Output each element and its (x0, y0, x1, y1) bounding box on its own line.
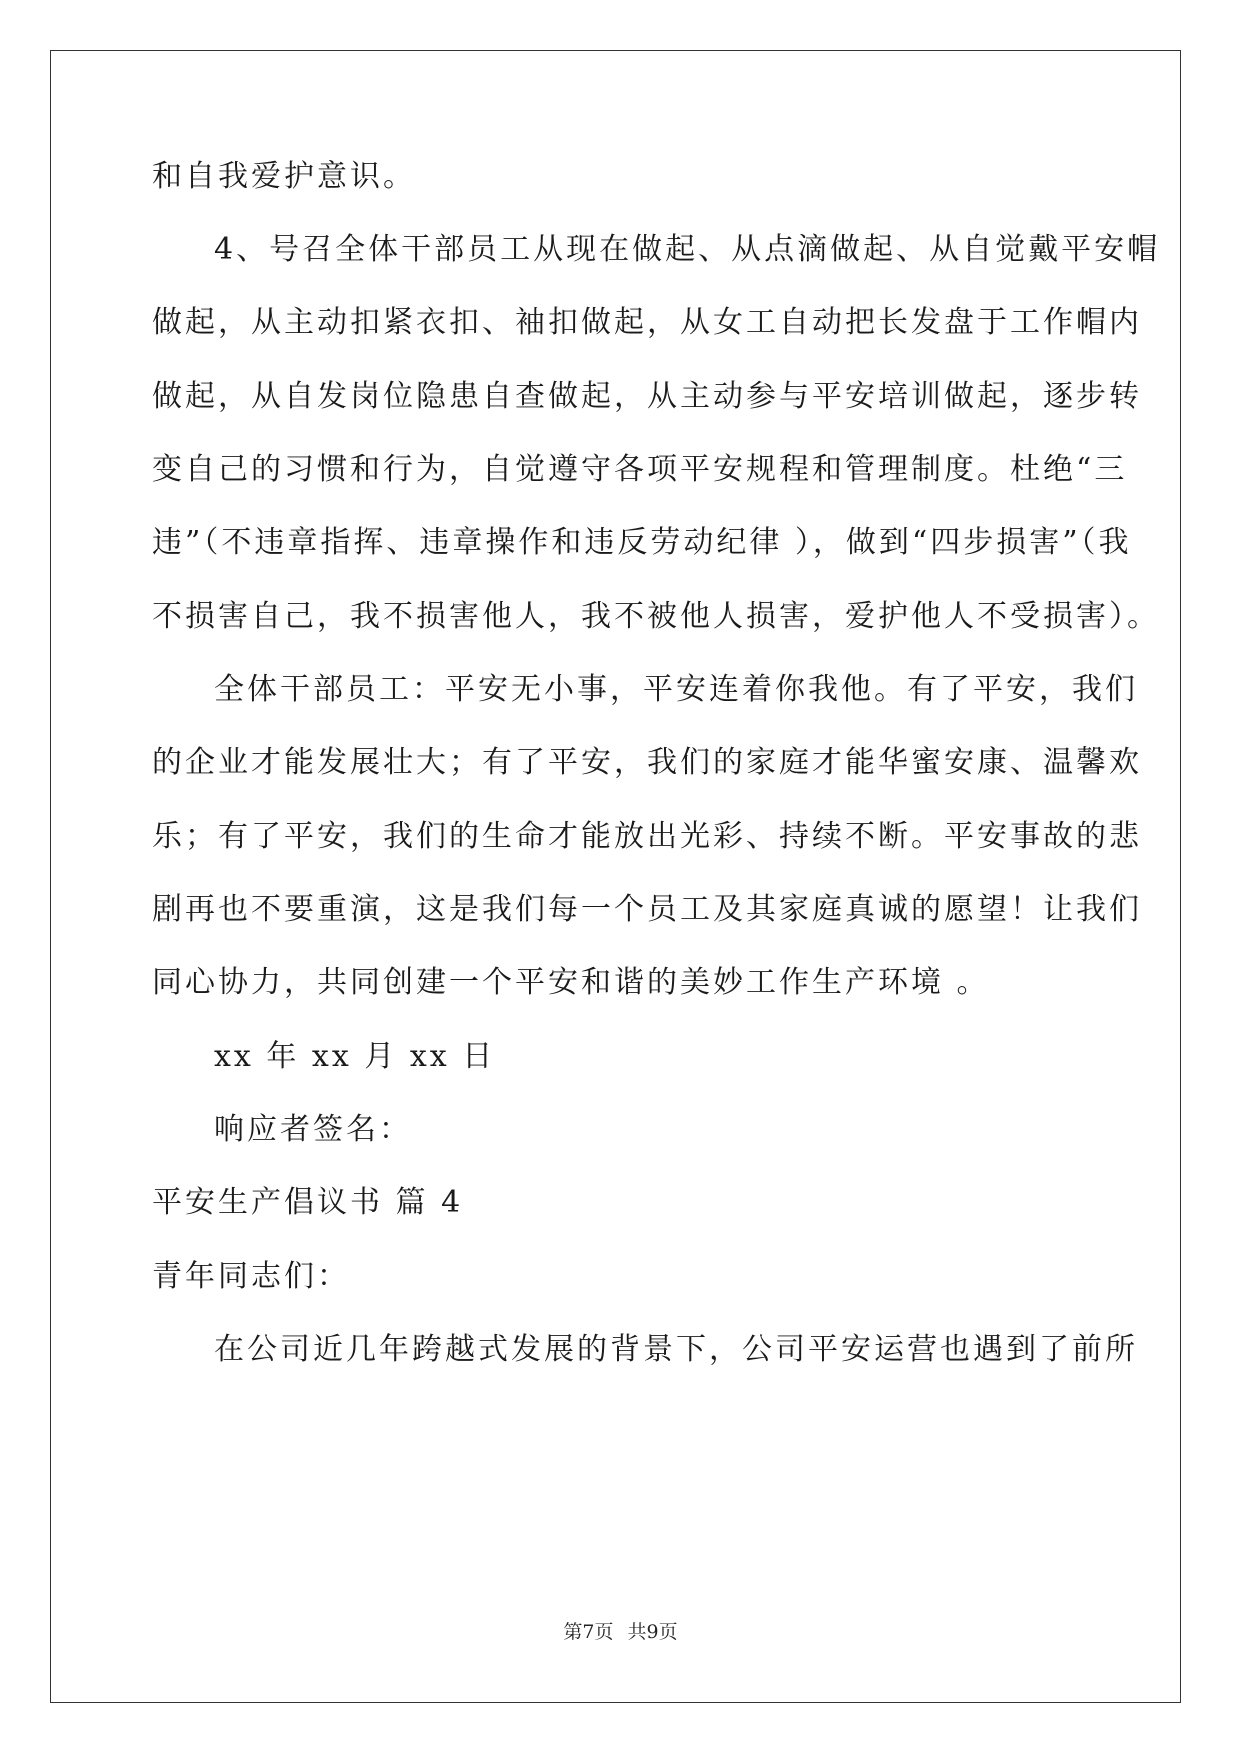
text-line: 同心协力，共同创建一个平安和谐的美妙工作生产环境 。 (152, 965, 990, 1000)
text-line: 做起，从主动扣紧衣扣、袖扣做起，从女工自动把长发盘于工作帽内 (152, 305, 1142, 340)
date-line: xx 年 xx 月 xx 日 (214, 1039, 496, 1074)
text-line: 在公司近几年跨越式发展的背景下，公司平安运营也遇到了前所 (214, 1332, 1138, 1367)
page-number-total: 共9页 (627, 1621, 678, 1643)
signature-label: 响应者签名： (214, 1112, 412, 1147)
salutation: 青年同志们： (152, 1259, 350, 1294)
text-line: 违”（不违章指挥、违章操作和违反劳动纪律 ），做到“四步损害”（我 (152, 525, 1132, 560)
text-line: 变自己的习惯和行为，自觉遵守各项平安规程和管理制度。杜绝“三 (152, 452, 1128, 487)
text-line: 剧再也不要重演，这是我们每一个员工及其家庭真诚的愿望！让我们 (152, 892, 1142, 927)
text-line: 和自我爱护意识。 (152, 159, 416, 194)
text-line: 全体干部员工：平安无小事，平安连着你我他。有了平安，我们 (214, 672, 1138, 707)
text-line: 乐；有了平安，我们的生命才能放出光彩、持续不断。平安事故的悲 (152, 819, 1142, 854)
text-line: 不损害自己，我不损害他人，我不被他人损害，爱护他人不受损害）。 (152, 599, 1160, 634)
page-border (50, 50, 1181, 1703)
section-title: 平安生产倡议书 篇 4 (152, 1185, 464, 1220)
text-line: 的企业才能发展壮大；有了平安，我们的家庭才能华蜜安康、温馨欢 (152, 745, 1142, 780)
text-line: 做起，从自发岗位隐患自查做起，从主动参与平安培训做起，逐步转 (152, 379, 1142, 414)
page-footer (0, 1620, 1241, 1644)
page-number-current: 第7页 (563, 1621, 614, 1643)
text-line: 4、号召全体干部员工从现在做起、从点滴做起、从自觉戴平安帽 (214, 232, 1161, 267)
